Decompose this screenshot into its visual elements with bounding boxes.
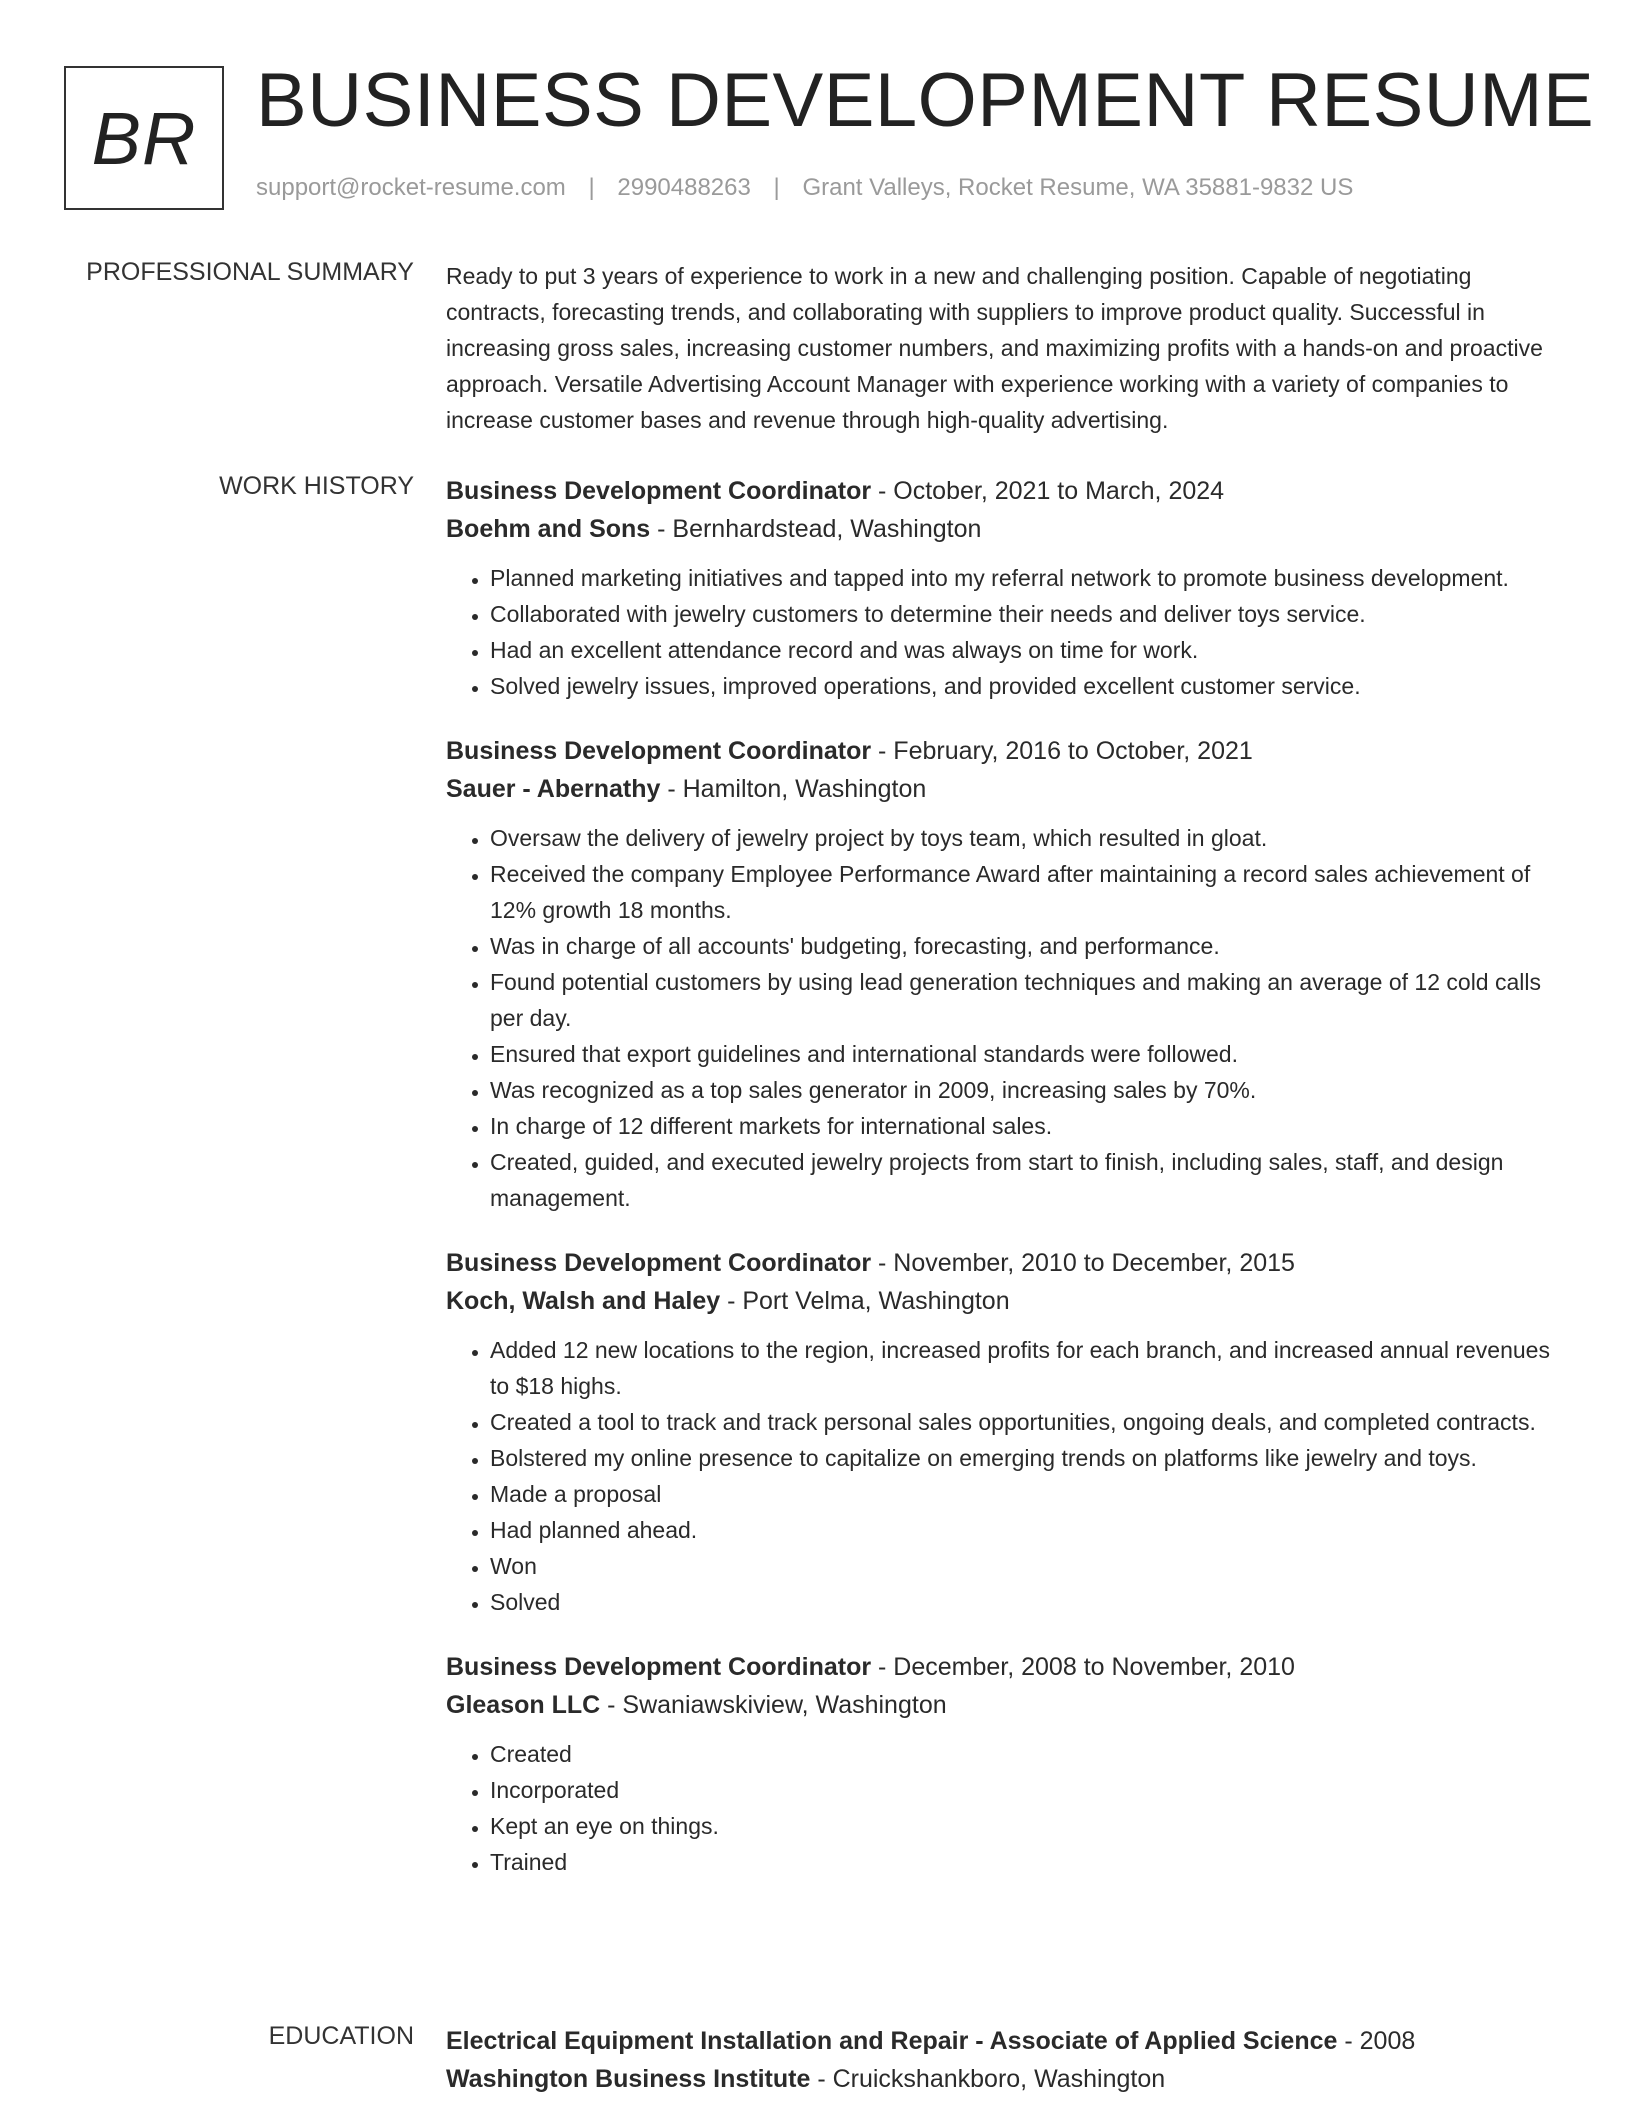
job-company: Sauer - Abernathy — [446, 775, 661, 803]
job-bullet: • Won — [490, 1548, 1566, 1584]
job-dates: - November, 2010 to December, 2015 — [871, 1249, 1295, 1277]
monogram-text: BR — [91, 96, 197, 180]
education-year: - 2008 — [1337, 2027, 1416, 2055]
job-bullet: • Added 12 new locations to the region, increased profits for each branch, and increased annual revenues to $18 highs. — [490, 1332, 1566, 1404]
summary-text: Ready to put 3 years of experience to work in a new and challenging position. Capable of negotiating contracts, forecasting trends, and collaborating with suppliers to improve product quality. Successful in increasing gross sales, increasing customer numbers, and maximizing profits with a hands-on and proactive approach. Versatile Advertising Account Manager with experience working with a variety of companies to increase customer bases and revenue through high-quality advertising. — [446, 263, 1543, 433]
job-entry — [446, 1244, 1566, 1620]
job-role: Business Development Coordinator — [446, 737, 872, 765]
contact-separator: | — [588, 174, 595, 201]
job-bullet: • Was recognized as a top sales generator in 2009, increasing sales by 70%. — [490, 1072, 1566, 1108]
job-bullet: • Received the company Employee Performance Award after maintaining a record sales achievement of 12% growth 18 months. — [490, 856, 1566, 928]
job-bullet: • Kept an eye on things. — [490, 1808, 1566, 1844]
work-history-heading: WORK HISTORY — [219, 472, 414, 500]
resume-title: BUSINESS DEVELOPMENT RESUME — [256, 58, 1595, 143]
job-role: Business Development Coordinator — [446, 1653, 872, 1681]
job-company-line — [446, 1282, 1566, 1320]
summary-heading: PROFESSIONAL SUMMARY — [86, 258, 414, 286]
contact-phone: 2990488263 — [617, 174, 751, 201]
job-bullet: • Collaborated with jewelry customers to determine their needs and deliver toys service. — [490, 596, 1566, 632]
education-location: - Cruickshankboro, Washington — [810, 2065, 1166, 2093]
job-bullet: • Solved — [490, 1584, 1566, 1620]
job-entry — [446, 1648, 1566, 1880]
job-dates: - October, 2021 to March, 2024 — [871, 477, 1225, 505]
education-school: Washington Business Institute — [446, 2065, 811, 2093]
job-company: Koch, Walsh and Haley — [446, 1287, 721, 1315]
job-bullet: • Found potential customers by using lead generation techniques and making an average of 12 cold calls per day. — [490, 964, 1566, 1036]
job-bullet: • Made a proposal — [490, 1476, 1566, 1512]
job-bullet: • Trained — [490, 1844, 1566, 1880]
education-degree-line — [446, 2022, 1566, 2060]
contact-separator: | — [773, 174, 780, 201]
contact-address: Grant Valleys, Rocket Resume, WA 35881-9832 US — [802, 174, 1354, 201]
job-bullet: • Created, guided, and executed jewelry projects from start to finish, including sales, staff, and design management. — [490, 1144, 1566, 1216]
job-dates: - December, 2008 to November, 2010 — [871, 1653, 1295, 1681]
education-degree: Electrical Equipment Installation and Repair - Associate of Applied Science — [446, 2027, 1338, 2055]
job-bullet: • Created — [490, 1736, 1566, 1772]
job-bullet: • Was in charge of all accounts' budgeting, forecasting, and performance. — [490, 928, 1566, 964]
contact-line — [256, 174, 1353, 202]
job-role: Business Development Coordinator — [446, 1249, 872, 1277]
job-location: - Bernhardstead, Washington — [650, 515, 982, 543]
job-company-line — [446, 770, 1566, 808]
job-bullet: • Had an excellent attendance record and was always on time for work. — [490, 632, 1566, 668]
job-title-line — [446, 1648, 1566, 1686]
job-company: Gleason LLC — [446, 1691, 601, 1719]
job-bullet: • Had planned ahead. — [490, 1512, 1566, 1548]
job-bullet: • Planned marketing initiatives and tapped into my referral network to promote business development. — [490, 560, 1566, 596]
job-bullet: • Created a tool to track and track personal sales opportunities, ongoing deals, and completed contracts. — [490, 1404, 1566, 1440]
job-location: - Hamilton, Washington — [660, 775, 927, 803]
contact-email: support@rocket-resume.com — [256, 174, 566, 201]
monogram-badge — [64, 66, 224, 210]
job-title-line — [446, 732, 1566, 770]
job-title-line — [446, 472, 1566, 510]
job-bullet: • In charge of 12 different markets for international sales. — [490, 1108, 1566, 1144]
job-company-line — [446, 1686, 1566, 1724]
job-company: Boehm and Sons — [446, 515, 651, 543]
job-bullet: • Ensured that export guidelines and international standards were followed. — [490, 1036, 1566, 1072]
job-location: - Port Velma, Washington — [720, 1287, 1010, 1315]
job-bullets — [446, 1736, 1566, 1880]
job-entry — [446, 472, 1566, 704]
job-bullet: • Oversaw the delivery of jewelry project by toys team, which resulted in gloat. — [490, 820, 1566, 856]
job-dates: - February, 2016 to October, 2021 — [871, 737, 1253, 765]
job-bullets — [446, 820, 1566, 1216]
job-bullet: • Bolstered my online presence to capitalize on emerging trends on platforms like jewelry and toys. — [490, 1440, 1566, 1476]
job-bullets — [446, 1332, 1566, 1620]
job-company-line — [446, 510, 1566, 548]
job-title-line — [446, 1244, 1566, 1282]
job-bullet: • Solved jewelry issues, improved operations, and provided excellent customer service. — [490, 668, 1566, 704]
job-role: Business Development Coordinator — [446, 477, 872, 505]
job-location: - Swaniawskiview, Washington — [600, 1691, 947, 1719]
job-entry — [446, 732, 1566, 1216]
job-bullet: • Incorporated — [490, 1772, 1566, 1808]
education-heading: EDUCATION — [268, 2022, 414, 2050]
job-bullets — [446, 560, 1566, 704]
education-school-line — [446, 2060, 1566, 2098]
